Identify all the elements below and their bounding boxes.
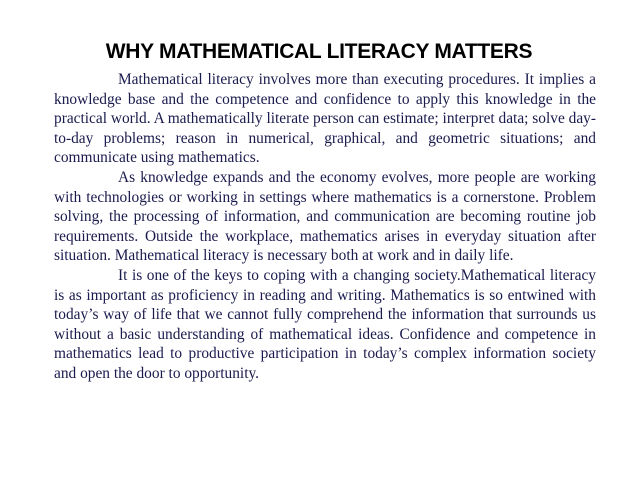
paragraph-2: As knowledge expands and the economy evolves, more people are working with technologies or working in settings where mathematics is a cornerstone. Problem solving, the processing of information, and communication are becoming routine job requirements. Outside the workplace, mathematics arises in everyday situation after situation. Mathematical literacy is necessary both at work and in daily life. bbox=[54, 168, 596, 265]
slide-body bbox=[54, 70, 596, 384]
paragraph-1: Mathematical literacy involves more than executing procedures. It implies a knowledge base and the competence and confidence to apply this knowledge in the practical world. A mathematically literate person can estimate; interpret data; solve day-to-day problems; reason in numerical, graphical, and geometric situations; and communicate using mathematics. bbox=[54, 71, 596, 167]
slide-title: WHY MATHEMATICAL LITERACY MATTERS bbox=[105, 40, 533, 63]
paragraph-3: It is one of the keys to coping with a changing society.Mathematical literacy is as important as proficiency in reading and writing. Mathematics is so entwined with today’s way of life that we cannot fully comprehend the information that surrounds us without a basic understanding of mathematical ideas. Confidence and competence in mathematics lead to productive participation in today’s complex information society and open the door to opportunity. bbox=[54, 266, 596, 382]
